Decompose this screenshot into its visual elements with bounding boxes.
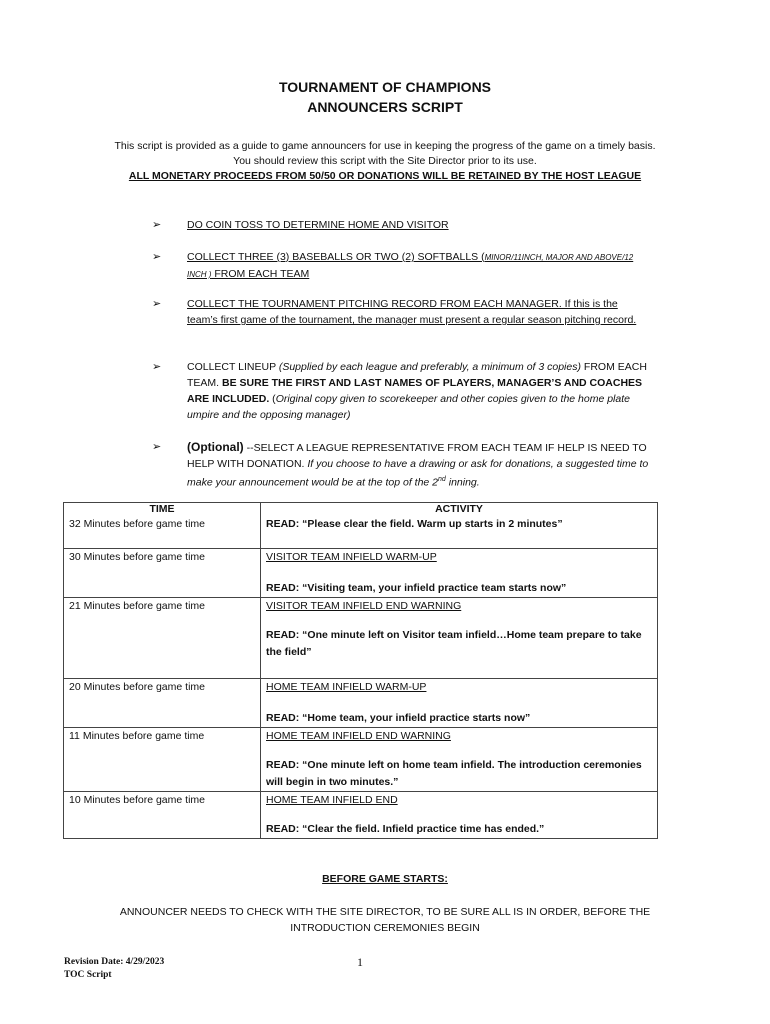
- time-cell: 10 Minutes before game time: [64, 792, 261, 839]
- intro-line-2: You should review this script with the Site Director prior to its use.: [233, 155, 537, 167]
- arrow-bullet-icon: ➢: [152, 218, 162, 231]
- table-row: [64, 728, 658, 792]
- bullet-text: COLLECT THREE (3) BASEBALLS OR TWO (2) SOFTBALLS (MINOR/11INCH, MAJOR AND ABOVE/12 INCH ) FROM EACH TEAM: [187, 251, 634, 280]
- time-cell: 32 Minutes before game time: [64, 516, 261, 549]
- announcer-instruction: ANNOUNCER NEEDS TO CHECK WITH THE SITE DIRECTOR, TO BE SURE ALL IS IN ORDER, BEFORE THE INTRODUCTION CEREMONIES BEGIN: [119, 906, 651, 934]
- time-cell: 30 Minutes before game time: [64, 549, 261, 598]
- bullet-text: DO COIN TOSS TO DETERMINE HOME AND VISITOR: [187, 219, 449, 231]
- activity-cell: READ: “Please clear the field. Warm up starts in 2 minutes”: [261, 516, 658, 549]
- document-title: TOURNAMENT OF CHAMPIONS: [278, 79, 492, 95]
- arrow-bullet-icon: ➢: [152, 250, 162, 263]
- footer-revision: [64, 956, 164, 982]
- table-row: [64, 792, 658, 839]
- intro-notice: ALL MONETARY PROCEEDS FROM 50/50 OR DONATIONS WILL BE RETAINED BY THE HOST LEAGUE: [128, 170, 642, 182]
- page-number: 1: [357, 955, 363, 969]
- table-row: [64, 679, 658, 728]
- column-header-time: TIME: [64, 503, 261, 517]
- column-header-activity: ACTIVITY: [261, 503, 658, 517]
- document-subtitle: ANNOUNCERS SCRIPT: [307, 99, 463, 115]
- activity-cell: HOME TEAM INFIELD WARM-UP READ: “Home team, your infield practice starts now”: [261, 679, 658, 728]
- document-code: TOC Script: [64, 970, 112, 980]
- activity-cell: HOME TEAM INFIELD END READ: “Clear the field. Infield practice time has ended.”: [261, 792, 658, 839]
- time-cell: 21 Minutes before game time: [64, 598, 261, 679]
- time-cell: 11 Minutes before game time: [64, 728, 261, 792]
- time-cell: 20 Minutes before game time: [64, 679, 261, 728]
- activity-cell: HOME TEAM INFIELD END WARNING READ: “One minute left on home team infield. The introduction ceremonies will begin in two minutes.”: [261, 728, 658, 792]
- arrow-bullet-icon: ➢: [152, 440, 162, 453]
- arrow-bullet-icon: ➢: [152, 297, 162, 310]
- table-row: [64, 598, 658, 679]
- revision-date: Revision Date: 4/29/2023: [64, 957, 165, 967]
- intro-paragraph: [40, 139, 730, 184]
- activity-cell: VISITOR TEAM INFIELD WARM-UP READ: “Visiting team, your infield practice team starts now”: [261, 549, 658, 598]
- arrow-bullet-icon: ➢: [152, 360, 162, 373]
- before-game-heading: BEFORE GAME STARTS:: [322, 873, 448, 885]
- bullet-text: COLLECT THE TOURNAMENT PITCHING RECORD FROM EACH MANAGER. If this is the team’s first game of the tournament, the manager must present a regular season pitching record.: [187, 298, 637, 326]
- bullet-text: COLLECT LINEUP (Supplied by each league and preferably, a minimum of 3 copies) FROM EACH TEAM. BE SURE THE FIRST AND LAST NAMES OF PLAYERS, MANAGER’S AND COACHES ARE INCLUDED. (Original copy given to scorekeeper and other copies given to the home plate umpire and the opposing manager): [187, 361, 647, 421]
- schedule-table: [63, 502, 658, 839]
- activity-cell: VISITOR TEAM INFIELD END WARNING READ: “One minute left on Visitor team infield…Home team prepare to take the field”: [261, 598, 658, 679]
- table-row: [64, 516, 658, 549]
- table-header-row: [64, 503, 658, 517]
- intro-line-1: This script is provided as a guide to game announcers for use in keeping the progress of the game on a timely basis.: [114, 140, 656, 152]
- bullet-text: (Optional) --SELECT A LEAGUE REPRESENTATIVE FROM EACH TEAM IF HELP IS NEED TO HELP WITH DONATION. If you choose to have a drawing or ask for donations, a suggested time to make your announcement would be at the top of the 2nd inning.: [187, 440, 649, 489]
- table-row: [64, 549, 658, 598]
